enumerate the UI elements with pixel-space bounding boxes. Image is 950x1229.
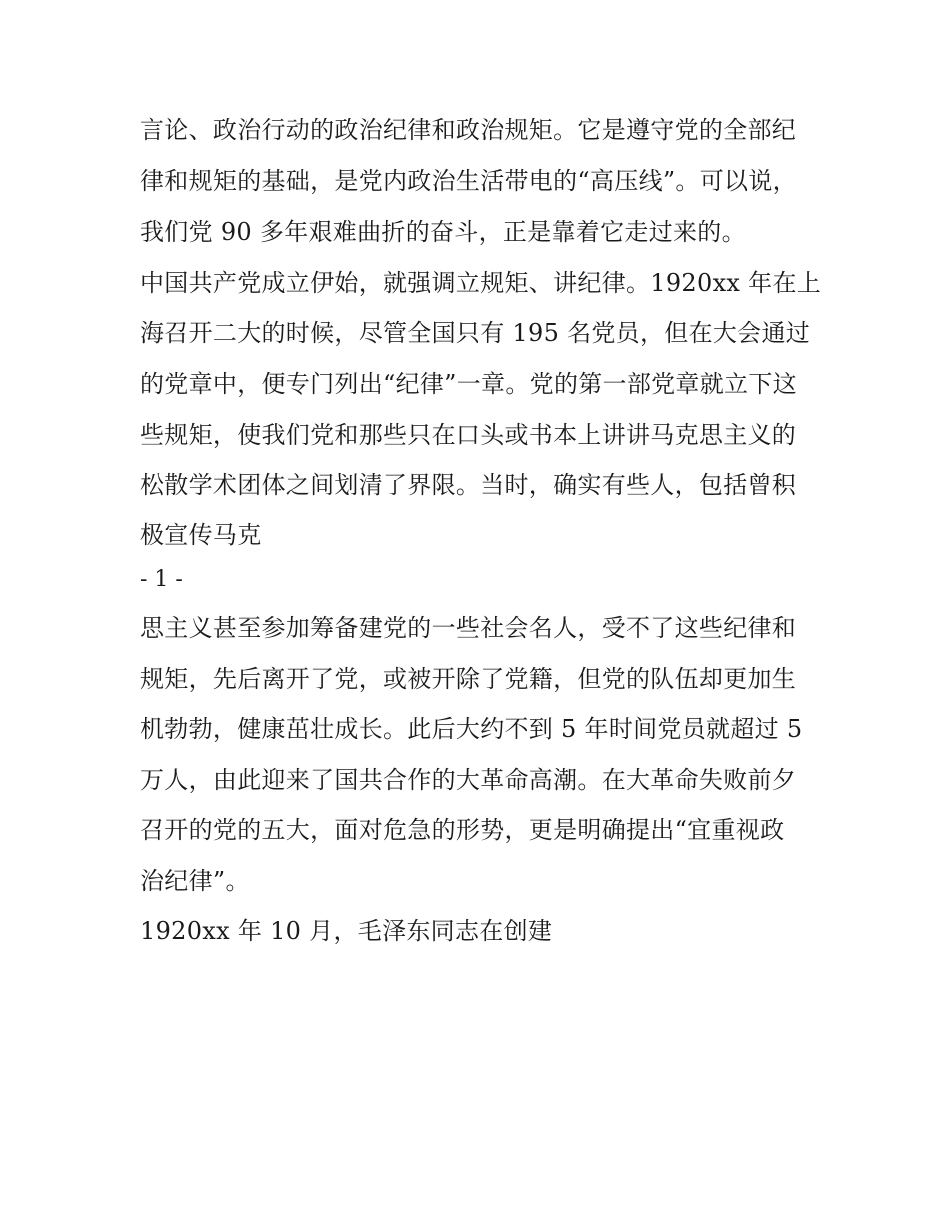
text-line: 的党章中，便专门列出“纪律”一章。党的第一部党章就立下这	[140, 370, 797, 398]
text-line: 1920xx 年 10 月，毛泽东同志在创建	[140, 917, 553, 945]
text-line: 我们党 90 多年艰难曲折的奋斗，正是靠着它走过来的。	[140, 218, 746, 246]
text-line: 中国共产党成立伊始，就强调立规矩、讲纪律。1920xx 年在上	[140, 269, 822, 297]
text-line: 治纪律”。	[140, 867, 250, 895]
text-line: 言论、政治行动的政治纪律和政治规矩。它是遵守党的全部纪	[140, 116, 797, 144]
text-line: 思主义甚至参加筹备建党的一些社会名人，受不了这些纪律和	[140, 614, 797, 642]
page-number: - 1 -	[140, 567, 183, 592]
text-line: 万人，由此迎来了国共合作的大革命高潮。在大革命失败前夕	[140, 766, 797, 794]
text-line: 律和规矩的基础，是党内政治生活带电的“高压线”。可以说，	[140, 167, 797, 195]
text-line: 召开的党的五大，面对危急的形势，更是明确提出“宜重视政	[140, 816, 785, 844]
text-line: 规矩，先后离开了党，或被开除了党籍，但党的队伍却更加生	[140, 665, 797, 693]
text-line: 松散学术团体之间划清了界限。当时，确实有些人，包括曾积	[140, 471, 797, 499]
text-line: 海召开二大的时候，尽管全国只有 195 名党员，但在大会通过	[140, 319, 811, 347]
text-line: 些规矩，使我们党和那些只在口头或书本上讲讲马克思主义的	[140, 421, 797, 449]
text-line: 极宣传马克	[140, 521, 262, 549]
text-line: 机勃勃，健康茁壮成长。此后大约不到 5 年时间党员就超过 5	[140, 715, 803, 743]
